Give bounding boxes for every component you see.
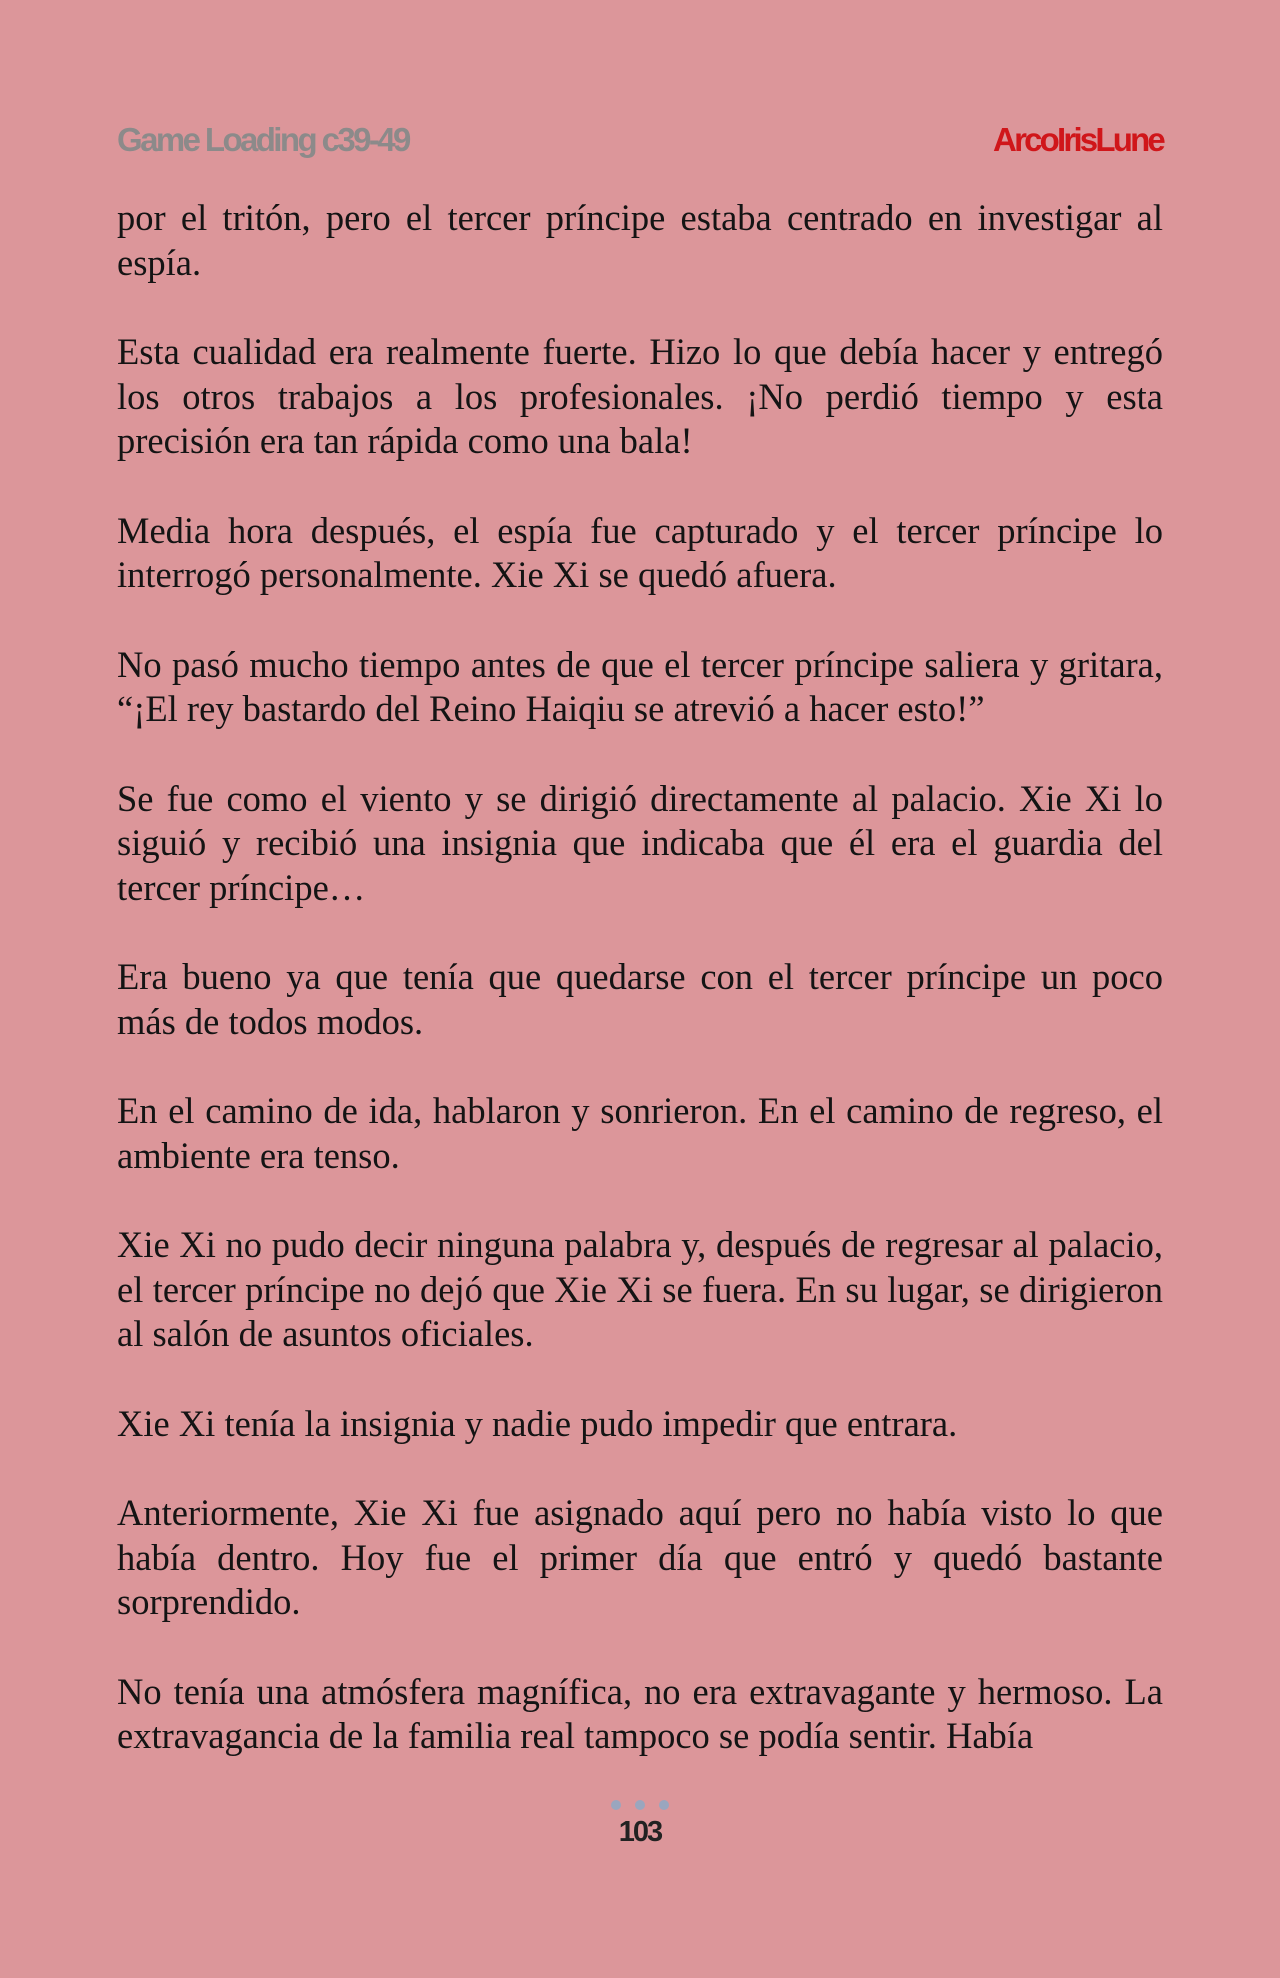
dot-icon <box>611 1800 621 1810</box>
page-header <box>117 118 1163 162</box>
ellipsis-dots-icon <box>540 1800 740 1814</box>
paragraph: Anteriormente, Xie Xi fue asignado aquí pero no había visto lo que había dentro. Hoy fue el primer día que entró y quedó bastante sorprendido. <box>117 1492 1163 1622</box>
paragraph: Era bueno ya que tenía que quedarse con el tercer príncipe un poco más de todos modos. <box>117 956 1163 1042</box>
dot-icon <box>635 1800 645 1810</box>
paragraph: Esta cualidad era realmente fuerte. Hizo lo que debía hacer y entregó los otros trabajos a los profesionales. ¡No perdió tiempo y esta precisión era tan rápida como una bala! <box>117 331 1163 461</box>
paragraph: No tenía una atmósfera magnífica, no era extravagante y hermoso. La extravagancia de la familia real tampoco se podía sentir. Había <box>117 1670 1163 1756</box>
dot-icon <box>659 1800 669 1810</box>
paragraph: No pasó mucho tiempo antes de que el tercer príncipe saliera y gritara, “¡El rey bastardo del Reino Haiqiu se atrevió a hacer esto!” <box>117 643 1163 729</box>
book-title: Game Loading c39-49 <box>117 121 409 158</box>
paragraph: Xie Xi tenía la insignia y nadie pudo impedir que entrara. <box>117 1402 958 1444</box>
paragraph: Xie Xi no pudo decir ninguna palabra y, después de regresar al palacio, el tercer príncipe no dejó que Xie Xi se fuera. En su lugar, se dirigieron al salón de asuntos oficiales. <box>117 1224 1163 1354</box>
page-footer <box>540 1800 740 1860</box>
paragraph: Media hora después, el espía fue capturado y el tercer príncipe lo interrogó personalmente. Xie Xi se quedó afuera. <box>117 509 1163 595</box>
page-number: 103 <box>618 1816 662 1848</box>
body-text <box>117 196 1163 1759</box>
paragraph: por el tritón, pero el tercer príncipe estaba centrado en investigar al espía. <box>117 197 1163 283</box>
paragraph: Se fue como el viento y se dirigió directamente al palacio. Xie Xi lo siguió y recibió una insignia que indicaba que él era el guardia del tercer príncipe… <box>117 777 1163 908</box>
paragraph: En el camino de ida, hablaron y sonrieron. En el camino de regreso, el ambiente era tenso. <box>117 1090 1163 1176</box>
translator-name: ArcoIrisLune <box>993 121 1163 158</box>
